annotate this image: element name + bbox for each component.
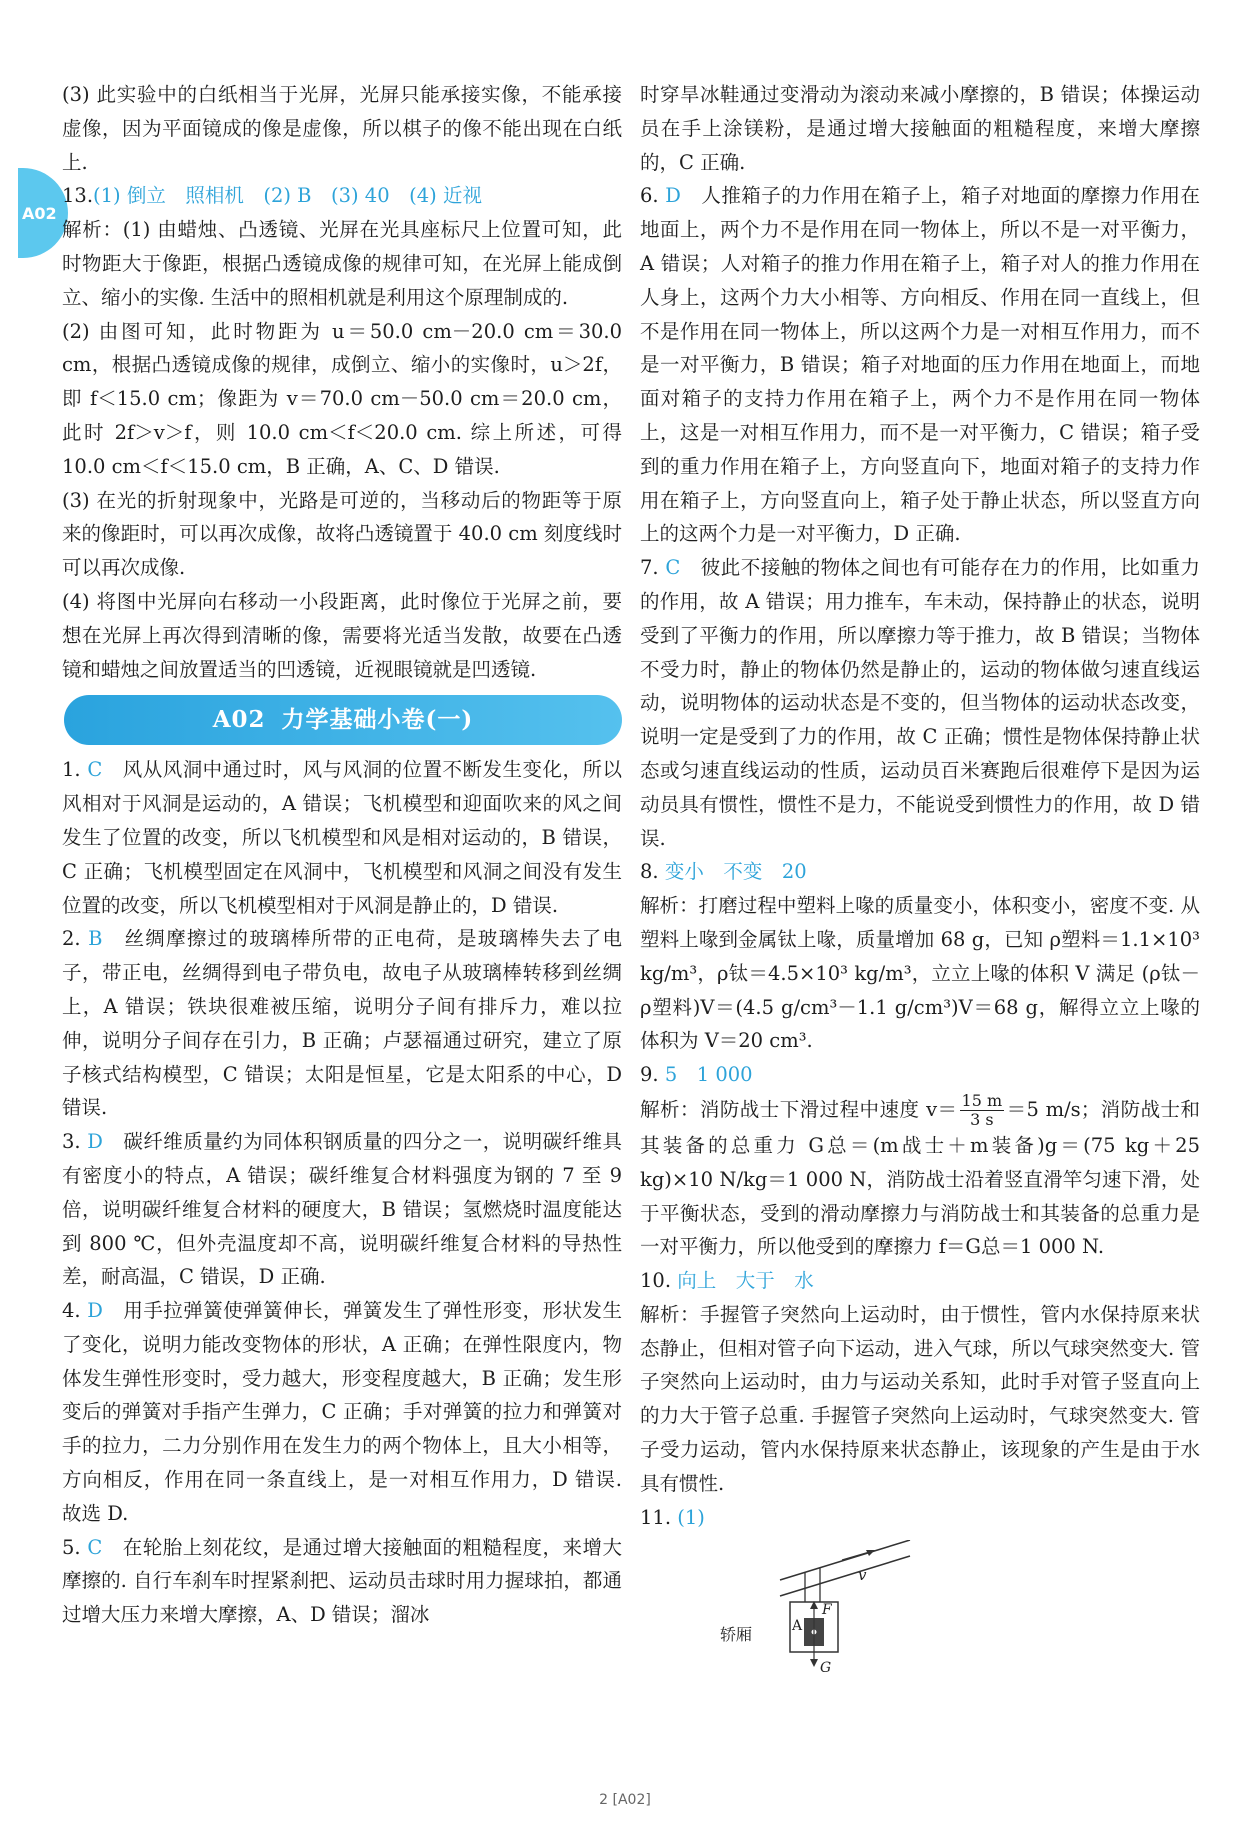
question-6: 6. D 人推箱子的力作用在箱子上，箱子对地面的摩擦力作用在地面上，两个力不是作用在同一物体上，所以不是一对平衡力，A 错误；人对箱子的推力作用在箱子上，箱子对人的推力作用在人身上，这两个力大小相等、方向相反、作用在同一直线上，但不是作用在同一物体上，所以这两个力是一对相互作用力，而不是一对平衡力，B 错误；箱子对地面的压力作用在地面上，而地面对箱子的支持力作用在箱子上，两个力不是作用在同一物体上，这是一对相互作用力，而不是一对平衡力，C 错误；箱子受到的重力作用在箱子上，方向竖直向下，地面对箱子的支持力作用在箱子上，方向竖直向上，箱子处于静止状态，所以竖直方向上的这两个力是一对平衡力，D 正确. <box>640 184 1200 546</box>
paragraph: (3) 此实验中的白纸相当于光屏，光屏只能承接实像，不能承接虚像，因为平面镜成的像是虚像，所以棋子的像不能出现在白纸上. <box>62 83 622 174</box>
force-diagram <box>640 1540 1200 1680</box>
right-column <box>640 78 1200 1680</box>
section-side-tag: A02 <box>18 168 68 258</box>
elevator-figure <box>710 1540 970 1680</box>
question-8: 8. 变小 不变 20 <box>640 860 807 884</box>
paragraph: 解析：消防战士下滑过程中速度 v＝ $\frac{15 m}{3 s}$ ＝5 m/s；消防战士和其装备的总重力 G总＝(m战士＋m装备)g＝(75 kg＋25 kg)×10 N/kg＝1 000 N，消防战士沿着竖直滑竿匀速下滑，处于平衡状态，受到的滑动摩擦力与消防战士和其装备的总重力是一对平衡力，所以他受到的摩擦力 f＝G总＝1 000 N. <box>640 1090 1200 1259</box>
svg-text:F: F <box>822 1602 832 1619</box>
question-1: 1. C 风从风洞中通过时，风与风洞的位置不断发生变化，所以风相对于风洞是运动的，A 错误；飞机模型和迎面吹来的风之间发生了位置的改变，所以飞机模型和风是相对运动的，B 错误，C 正确；飞机模型固定在风洞中，飞机模型和风洞之间没有发生位置的改变，所以飞机模型相对于风洞是静止的，D 错误. <box>62 758 622 917</box>
paragraph: (4) 将图中光屏向右移动一小段距离，此时像位于光屏之前，要想在光屏上再次得到清晰的像，需要将光适当发散，故要在凸透镜和蜡烛之间放置适当的凹透镜，近视眼镜就是凹透镜. <box>62 589 622 681</box>
question-5: 5. C 在轮胎上刻花纹，是通过增大接触面的粗糙程度，来增大摩擦的. 自行车刹车时捏紧刹把、运动员击球时用力握球拍，都通过增大压力来增大摩擦，A、D 错误；溜冰 <box>62 1535 622 1627</box>
fraction: $\frac{15 m}{3 s}$ <box>961 1090 1003 1129</box>
question-7: 7. C 彼此不接触的物体之间也有可能存在力的作用，比如重力的作用，故 A 错误；用力推车，车未动，保持静止的状态，说明受到了平衡力的作用，所以摩擦力等于推力，故 B 错误；当物体不受力时，静止的物体仍然是静止的，运动的物体做匀速直线运动，说明物体的运动状态是不变的，但当物体的运动状态改变，说明一定是受到了力的作用，故 C 正确；惯性是物体保持静止状态或匀速直线运动的性质，运动员百米赛跑后很难停下是因为运动员具有惯性，惯性不是力，不能说受到惯性力的作用，故 D 错误. <box>640 556 1200 850</box>
svg-text:轿厢: 轿厢 <box>720 1625 753 1645</box>
question-9: 9. 5 1 000 <box>640 1063 753 1087</box>
paragraph: 解析：手握管子突然向上运动时，由于惯性，管内水保持原来状态静止，但相对管子向下运动，进入气球，所以气球突然变大. 管子突然向上运动时，由力与运动关系知，此时手对管子竖直向上的力大于管子总重. 手握管子突然向上运动时，气球突然变大. 管子受力运动，管内水保持原来状态静止，该现象的产生是由于水具有惯性. <box>640 1302 1200 1495</box>
svg-text:G: G <box>820 1660 832 1677</box>
question-4: 4. D 用手拉弹簧使弹簧伸长，弹簧发生了弹性形变，形状发生了变化，说明力能改变物体的形状，A 正确；在弹性限度内，物体发生弹性形变时，受力越大，形变程度越大，B 正确；发生形变后的弹簧对手指产生弹力，C 正确；手对弹簧的拉力和弹簧对手的拉力，二力分别作用在发生力的两个物体上，且大小相等，方向相反，作用在同一条直线上，是一对相互作用力，D 错误. 故选 D. <box>62 1299 622 1525</box>
svg-text:A: A <box>792 1618 803 1635</box>
question-2: 2. B 丝绸摩擦过的玻璃棒所带的正电荷，是玻璃棒失去了电子，带正电，丝绸得到电子带负电，故电子从玻璃棒转移到丝绸上，A 错误；铁块很难被压缩，说明分子间有排斥力，难以拉伸，说明分子间存在引力，B 正确；卢瑟福通过研究，建立了原子核式结构模型，C 错误；太阳是恒星，它是太阳系的中心，D 错误. <box>62 927 622 1120</box>
paragraph: 时穿旱冰鞋通过变滑动为滚动来减小摩擦的，B 错误；体操运动员在手上涂镁粉，是通过增大接触面的粗糙程度，来增大摩擦的，C 正确. <box>640 83 1200 174</box>
page-footer: 2 [A02] <box>599 1792 651 1808</box>
question-11: 11. (1) <box>640 1505 705 1529</box>
question-3: 3. D 碳纤维质量约为同体积钢质量的四分之一，说明碳纤维具有密度小的特点，A 错误；碳纤维复合材料强度为钢的 7 至 9 倍，说明碳纤维复合材料的硬度大，B 错误；氢燃烧时温度能达到 800 ℃，但外壳温度却不高，说明碳纤维复合材料的导热性差，耐高温，C 错误，D 正确. <box>62 1130 622 1289</box>
paragraph: 解析：(1) 由蜡烛、凸透镜、光屏在光具座标尺上位置可知，此时物距大于像距，根据凸透镜成像的规律可知，在光屏上能成倒立、缩小的实像. 生活中的照相机就是利用这个原理制成的. <box>62 218 622 309</box>
paragraph: (2) 由图可知，此时物距为 u＝50.0 cm－20.0 cm＝30.0 cm，根据凸透镜成像的规律，成倒立、缩小的实像时，u＞2f，即 f＜15.0 cm；像距为 v＝70.0 cm－50.0 cm＝20.0 cm，此时 2f＞v＞f，则 10.0 cm＜f＜20.0 cm. 综上所述，可得 10.0 cm＜f＜15.0 cm，B 正确，A、C、D 错误. <box>62 319 622 478</box>
section-banner: A02 力学基础小卷(一) <box>64 695 622 745</box>
paragraph: (3) 在光的折射现象中，光路是可逆的，当移动后的物距等于原来的像距时，可以再次成像，故将凸透镜置于 40.0 cm 刻度线时可以再次成像. <box>62 488 622 580</box>
paragraph: 解析：打磨过程中塑料上喙的质量变小，体积变小，密度不变. 从塑料上喙到金属钛上喙，质量增加 68 g，已知 ρ塑料＝1.1×10³ kg/m³，ρ钛＝4.5×10³ kg/m³，立立上喙的体积 V 满足 (ρ钛－ρ塑料)V＝(4.5 g/cm³－1.1 g/cm³)V＝68 g，解得立立上喙的体积为 V＝20 cm³. <box>640 894 1200 1053</box>
question-10: 10. 向上 大于 水 <box>640 1269 814 1293</box>
question-13: 13.(1) 倒立 照相机 (2) B (3) 40 (4) 近视 <box>62 184 482 208</box>
svg-text:v: v <box>858 1566 867 1585</box>
left-column <box>62 78 622 1632</box>
